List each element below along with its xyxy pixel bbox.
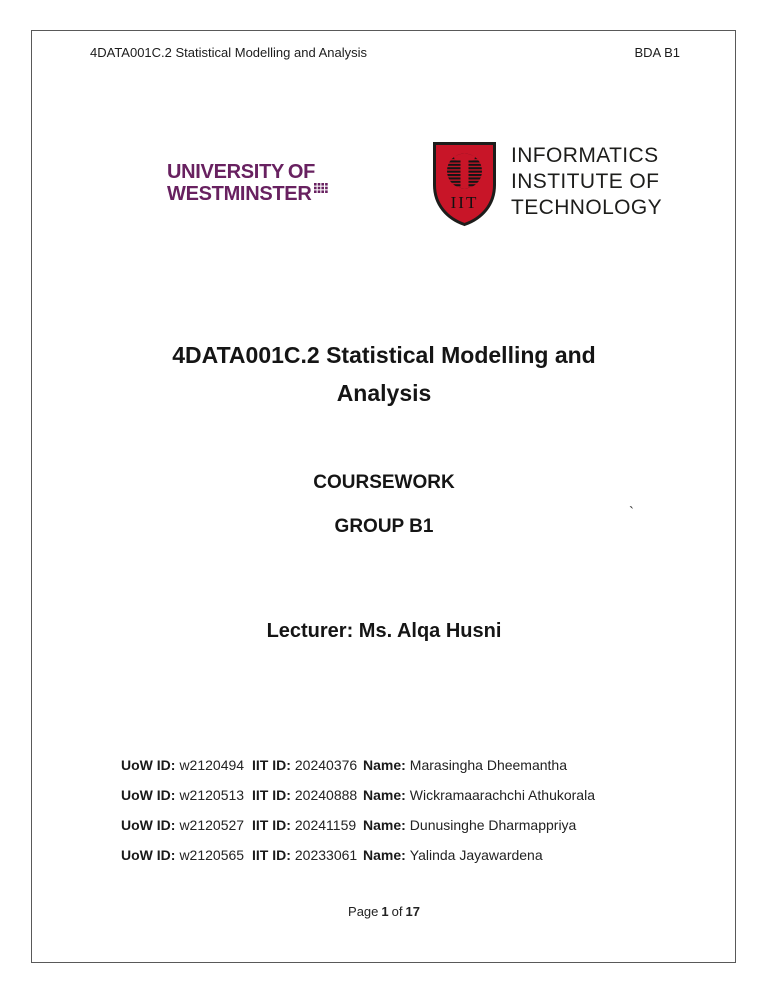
- iit-shield-icon: [431, 140, 498, 228]
- student-name-value: Yalinda Jayawardena: [409, 847, 543, 863]
- student-row: [121, 750, 595, 780]
- title-line-2: Analysis: [336, 380, 432, 406]
- header-left-text: 4DATA001C.2 Statistical Modelling and Analysis: [90, 45, 367, 60]
- westminster-grid-icon: [314, 177, 328, 199]
- iit-id-value: 20240376: [294, 757, 358, 773]
- student-row: [121, 810, 595, 840]
- iit-id-value: 20240888: [294, 787, 358, 803]
- header-right-text: BDA B1: [634, 45, 680, 60]
- uow-id-label: UoW ID:: [121, 757, 176, 773]
- iit-id-label: IIT ID:: [252, 757, 291, 773]
- student-row: [121, 780, 595, 810]
- iit-wordmark-line1: INFORMATICS: [511, 144, 659, 167]
- lecturer-line: Lecturer: Ms. Alqa Husni: [266, 620, 502, 642]
- group-heading: GROUP B1: [334, 516, 434, 537]
- uow-id-value: w2120565: [179, 847, 245, 863]
- student-name-value: Wickramaarachchi Athukorala: [409, 787, 595, 803]
- uow-id-label: UoW ID:: [121, 817, 176, 833]
- uow-id-value: w2120494: [179, 757, 245, 773]
- footer-page-number: 1: [381, 904, 389, 919]
- footer-total-pages: 17: [405, 904, 420, 919]
- uow-id-label: UoW ID:: [121, 787, 176, 803]
- iit-id-label: IIT ID:: [252, 817, 291, 833]
- iit-logo: [431, 140, 662, 228]
- iit-shield-label: IIT: [450, 193, 479, 212]
- iit-id-label: IIT ID:: [252, 847, 291, 863]
- name-label: Name:: [363, 787, 406, 803]
- iit-id-value: 20233061: [294, 847, 358, 863]
- document-header: [90, 45, 680, 60]
- uow-id-label: UoW ID:: [121, 847, 176, 863]
- iit-wordmark: [511, 143, 662, 228]
- page-footer: [0, 904, 768, 919]
- iit-wordmark-line2: INSTITUTE OF: [511, 170, 660, 193]
- westminster-logo-line1: UNIVERSITY OF: [167, 161, 316, 183]
- student-row: [121, 840, 595, 870]
- uow-id-value: w2120527: [179, 817, 245, 833]
- name-label: Name:: [363, 757, 406, 773]
- uow-id-value: w2120513: [179, 787, 245, 803]
- coursework-heading: COURSEWORK: [313, 472, 455, 493]
- students-table: [121, 750, 595, 870]
- student-name-value: Dunusinghe Dharmappriya: [409, 817, 577, 833]
- student-name-value: Marasingha Dheemantha: [409, 757, 568, 773]
- title-line-1: 4DATA001C.2 Statistical Modelling and: [172, 342, 596, 368]
- footer-page-word: Page: [348, 904, 379, 919]
- iit-id-value: 20241159: [294, 817, 357, 833]
- footer-of-word: of: [391, 904, 403, 919]
- iit-wordmark-line3: TECHNOLOGY: [511, 196, 663, 219]
- document-title: [0, 336, 768, 412]
- westminster-logo-line2: WESTMINSTER: [167, 183, 312, 205]
- iit-id-label: IIT ID:: [252, 787, 291, 803]
- name-label: Name:: [363, 847, 406, 863]
- stray-backtick-mark: `: [629, 504, 634, 521]
- university-of-westminster-logo: [167, 161, 328, 205]
- name-label: Name:: [363, 817, 406, 833]
